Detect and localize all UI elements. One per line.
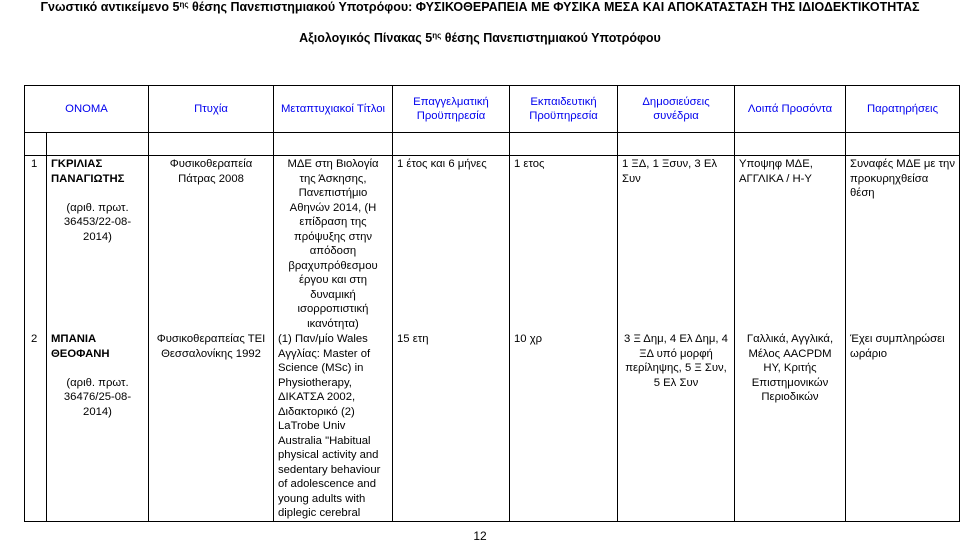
table-row xyxy=(25,156,960,332)
publications-cell: 1 ΞΔ, 1 Ξσυν, 3 Ελ Συν xyxy=(618,156,735,332)
row-number: 1 xyxy=(25,156,47,332)
other-qualifications-cell: Υποψηφ ΜΔΕ, ΑΓΓΛΙΚΑ / Η-Υ xyxy=(735,156,846,332)
page-number: 12 xyxy=(473,529,487,543)
candidate-cell xyxy=(47,331,149,521)
table-header-row xyxy=(25,86,960,133)
col-header-other: Λοιπά Προσόντα xyxy=(735,86,846,133)
table-row xyxy=(25,331,960,521)
evaluation-table xyxy=(24,85,960,522)
col-header-notes: Παρατηρήσεις xyxy=(846,86,960,133)
teaching-cell: 1 ετος xyxy=(510,156,618,332)
col-header-teaching: Εκπαιδευτική Προϋπηρεσία xyxy=(510,86,618,133)
protocol-number: (αριθ. πρωτ. 36476/25-08-2014) xyxy=(63,376,132,418)
other-qualifications-cell: Γαλλικά, Αγγλικά, Μέλος AACPDM ΗΥ, Κριτής Επιστημονικών Περιοδικών xyxy=(735,331,846,521)
degrees-cell: Φυσικοθεραπείας ΤΕΙ Θεσσαλονίκης 1992 xyxy=(149,331,274,521)
candidate-cell xyxy=(47,156,149,332)
protocol-number: (αριθ. πρωτ. 36453/22-08-2014) xyxy=(63,201,132,243)
col-header-professional: Επαγγελματική Προϋπηρεσία xyxy=(393,86,510,133)
masters-cell: (1) Παν/μίο Wales Αγγλίας: Master of Science (MSc) in Physiotherapy, ΔΙΚΑΤΣΑ 2002, Διδακτορικό (2) LaTrobe Univ Australia "Habitual physical activity and sedentary behaviour of adolescence and young adults with diplegic cerebral xyxy=(274,331,393,521)
row-number: 2 xyxy=(25,331,47,521)
document-title: Αξιολογικός Πίνακας $5^{\eta\varsigma}$ θέσης Πανεπιστημιακού Υποτρόφου xyxy=(299,31,661,45)
document-subject-line: Γνωστικό αντικείμενο $5^{\eta\varsigma}$ θέσης Πανεπιστημιακού Υποτρόφου: ΦΥΣΙΚΟΘΕΡΑΠΕΙΑ ΜΕ ΦΥΣΙΚΑ ΜΕΣΑ ΚΑΙ ΑΠΟΚΑΤΑΣΤΑΣΗ ΤΗΣ ΙΔΙΟΔΕΚΤΙΚΟΤΗΤΑΣ xyxy=(40,0,920,14)
publications-cell: 3 Ξ Δημ, 4 Ελ Δημ, 4 ΞΔ υπό μορφή περίληψης, 5 Ξ Συν, 5 Ελ Συν xyxy=(618,331,735,521)
professional-cell: 15 ετη xyxy=(393,331,510,521)
candidate-name: ΜΠΑΝΙΑ ΘΕΟΦΑΝΗ xyxy=(51,333,110,360)
degrees-cell: Φυσικοθεραπεία Πάτρας 2008 xyxy=(149,156,274,332)
professional-cell: 1 έτος και 6 μήνες xyxy=(393,156,510,332)
candidate-name: ΓΚΡΙΛΙΑΣ ΠΑΝΑΓΙΩΤΗΣ xyxy=(51,158,125,185)
teaching-cell: 10 χρ xyxy=(510,331,618,521)
col-header-degrees: Πτυχία xyxy=(149,86,274,133)
col-header-publications: Δημοσιεύσεις συνέδρια xyxy=(618,86,735,133)
notes-cell: Συναφές ΜΔΕ με την προκυρηχθείσα θέση xyxy=(846,156,960,332)
spacer-row xyxy=(25,133,960,156)
notes-cell: Έχει συμπληρώσει ωράριο xyxy=(846,331,960,521)
col-header-masters: Μεταπτυχιακοί Τίτλοι xyxy=(274,86,393,133)
col-header-name: ΟΝΟΜΑ xyxy=(25,86,149,133)
masters-cell: ΜΔΕ στη Βιολογία της Άσκησης, Πανεπιστήμιο Αθηνών 2014, (Η επίδραση της πρόψυξης στην απόδοση βραχυπρόθεσμου έργου και στη δυναμική ισορροπιστική ικανότητα) xyxy=(274,156,393,332)
